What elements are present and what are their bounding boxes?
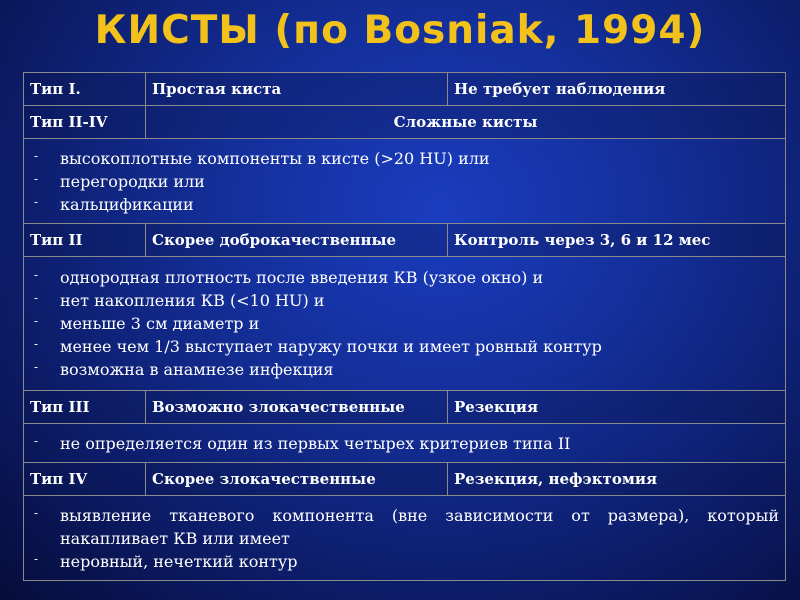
action-cell: Резекция, нефэктомия [448, 463, 786, 496]
criteria-cell [24, 139, 786, 224]
row-type-4-criteria [24, 496, 786, 581]
row-type-3 [24, 391, 786, 424]
criteria-list [30, 266, 779, 381]
row-type-2 [24, 224, 786, 257]
row-type-2-criteria [24, 257, 786, 391]
criteria-list [30, 147, 779, 216]
bosniak-table [23, 72, 786, 581]
description-cell: Возможно злокачественные [146, 391, 448, 424]
list-item: - возможна в анамнезе инфекция [30, 358, 779, 381]
description-cell: Простая киста [146, 73, 448, 106]
list-item: - меньше 3 см диаметр и [30, 312, 779, 335]
type-cell: Тип IV [24, 463, 146, 496]
criteria-list [30, 504, 779, 573]
type-cell: Тип I. [24, 73, 146, 106]
criteria-list [30, 432, 779, 455]
description-cell: Скорее злокачественные [146, 463, 448, 496]
row-type-2-4 [24, 106, 786, 139]
list-item: - нет накопления КВ (<10 HU) и [30, 289, 779, 312]
list-item: - кальцификации [30, 193, 779, 216]
list-item: - высокоплотные компоненты в кисте (>20 HU) или [30, 147, 779, 170]
action-cell: Контроль через 3, 6 и 12 мес [448, 224, 786, 257]
action-cell: Резекция [448, 391, 786, 424]
list-item: - выявление тканевого компонента (вне зависимости от размера), который накапливает КВ или имеет [30, 504, 779, 550]
row-type-2-4-criteria [24, 139, 786, 224]
list-item: - не определяется один из первых четырех критериев типа II [30, 432, 779, 455]
criteria-cell [24, 257, 786, 391]
list-item: - однородная плотность после введения КВ (узкое окно) и [30, 266, 779, 289]
row-type-1 [24, 73, 786, 106]
description-cell: Скорее доброкачественные [146, 224, 448, 257]
criteria-cell [24, 496, 786, 581]
row-type-3-criteria [24, 424, 786, 463]
type-cell: Тип III [24, 391, 146, 424]
list-item: - перегородки или [30, 170, 779, 193]
type-cell: Тип II [24, 224, 146, 257]
type-cell: Тип II-IV [24, 106, 146, 139]
list-item: - неровный, нечеткий контур [30, 550, 779, 573]
action-cell: Не требует наблюдения [448, 73, 786, 106]
row-type-4 [24, 463, 786, 496]
list-item: - менее чем 1/3 выступает наружу почки и имеет ровный контур [30, 335, 779, 358]
page-title: КИСТЫ (по Bosniak, 1994) [94, 8, 706, 53]
criteria-cell [24, 424, 786, 463]
description-cell: Сложные кисты [146, 106, 786, 139]
